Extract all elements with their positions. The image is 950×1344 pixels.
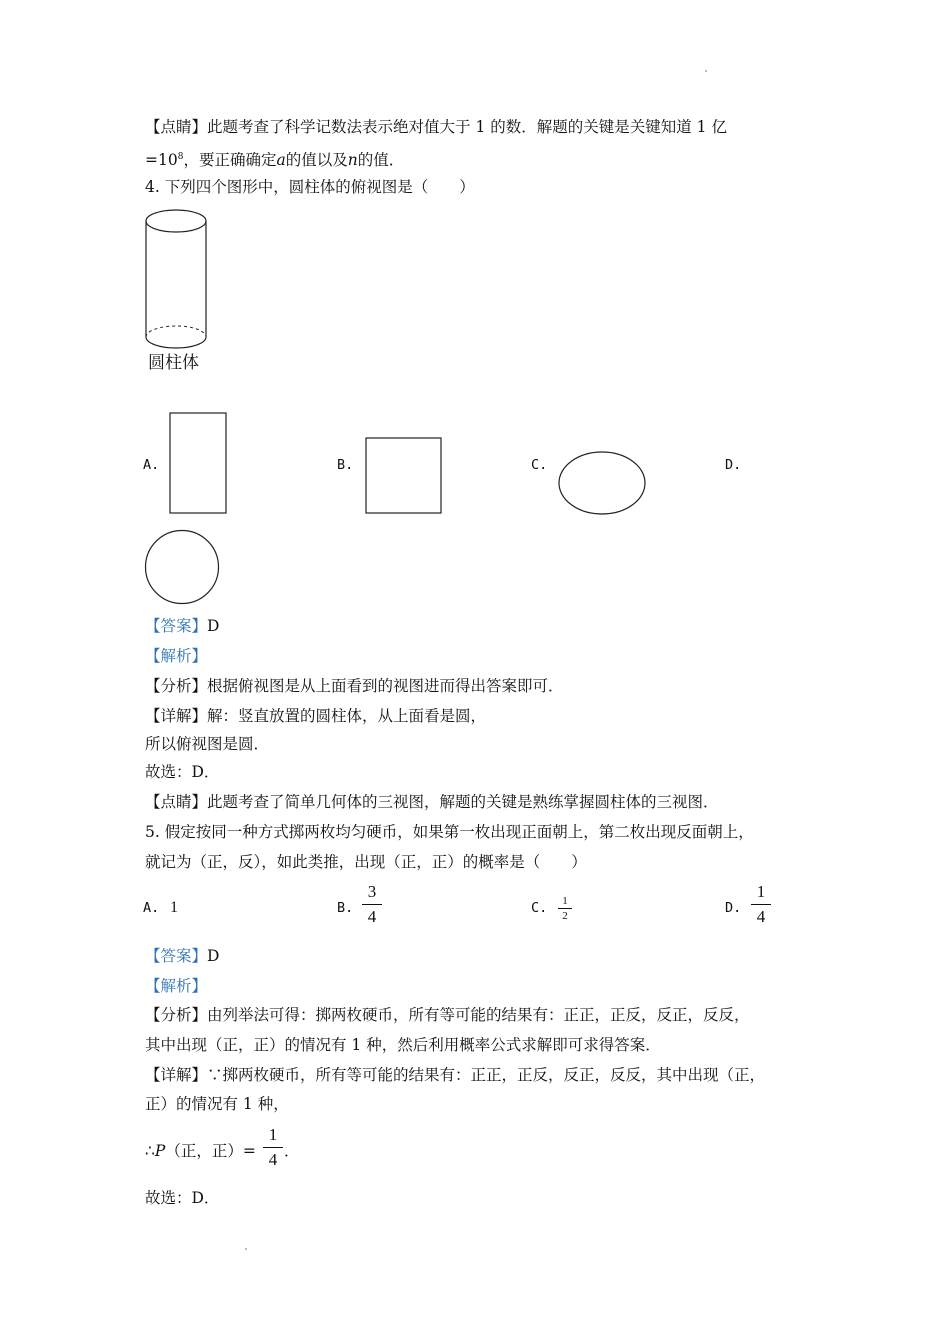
q5-p-numerator: 1 [268, 1125, 278, 1144]
q5-p-end: ． [284, 1142, 300, 1160]
q3-var-a: a [276, 151, 286, 170]
q5-option-c-denominator: 2 [562, 910, 568, 922]
q5-stem-line2: 就记为（正，反），如此类推，出现（正，正）的概率是（ ） [145, 853, 587, 871]
q5-option-b-denominator: 4 [367, 907, 377, 926]
q3-dianjing-text: 此题考查了科学记数法表示绝对值大于 1 的数．解题的关键是关键知道 1 亿 [207, 118, 727, 136]
cylinder-caption: 圆柱体 [148, 353, 199, 373]
q4-answer [145, 616, 219, 636]
q4-fenxi [145, 676, 564, 696]
q5-p-args: （正，正）= [165, 1142, 256, 1160]
q4-line2: 所以俯视图是圆． [145, 735, 270, 753]
q4-xiangjie [145, 706, 486, 726]
q5-xiangjie-line1 [145, 1065, 765, 1085]
q5-analysis-tag: 【解析】 [145, 977, 208, 995]
therefore-symbol: ∴ [145, 1142, 155, 1160]
q5-answer-value: D [207, 947, 220, 965]
q5-fenxi-tag: 【分析】 [145, 1006, 208, 1024]
q5-probability-line [145, 1141, 256, 1161]
q4-option-a-label: A. [143, 457, 160, 473]
q4-answer-tag: 【答案】 [145, 617, 208, 635]
q4-fenxi-tag: 【分析】 [145, 677, 208, 695]
q5-fenxi-text1: 由列举法可得：掷两枚硬币，所有等可能的结果有：正正，正反，反正，反反， [207, 1006, 750, 1024]
q4-option-b-square [364, 436, 444, 516]
q5-option-d-fraction [751, 882, 771, 927]
speck-top [705, 70, 707, 72]
q3-var-n: n [347, 151, 358, 170]
q5-p-denominator: 4 [268, 1150, 278, 1169]
q5-option-a-label: A. [143, 900, 160, 916]
q5-choose: 故选：D． [145, 1189, 220, 1207]
q3-dianjing-tag: 【点睛】 [145, 118, 208, 136]
q4-xiangjie-tag: 【详解】 [145, 707, 208, 725]
q4-choose: 故选：D． [145, 763, 220, 781]
q4-stem: 4. 下列四个图形中，圆柱体的俯视图是（ ） [145, 178, 475, 196]
q5-fenxi-line2: 其中出现（正，正）的情况有 1 种，然后利用概率公式求解即可求得答案． [145, 1036, 661, 1054]
q3-text-c: 的值． [357, 151, 405, 170]
q3-text-a: ，要正确确定 [183, 151, 277, 170]
q5-answer-tag: 【答案】 [145, 947, 208, 965]
q5-fenxi-line1 [145, 1005, 750, 1025]
q4-option-d-label: D. [725, 457, 742, 473]
speck-bottom [245, 1248, 247, 1250]
q4-option-d-circle [142, 527, 222, 607]
q3-dianjing-line2 [145, 147, 404, 170]
q5-answer [145, 946, 219, 966]
q4-answer-value: D [207, 617, 220, 635]
q4-option-a-rectangle [168, 411, 228, 515]
q4-fenxi-text: 根据俯视图是从上面看到的视图进而得出答案即可． [207, 677, 564, 695]
fraction-bar [751, 904, 771, 905]
q5-xiangjie-line2: 正）的情况有 1 种， [145, 1095, 289, 1113]
q5-xiangjie-text1: ∵掷两枚硬币，所有等可能的结果有：正正，正反，反正，反反，其中出现（正， [207, 1066, 766, 1084]
q5-option-b-label: B. [337, 900, 354, 916]
fraction-bar [362, 904, 382, 905]
fraction-bar [558, 908, 572, 909]
cylinder-figure [140, 205, 220, 355]
q5-option-d-denominator: 4 [756, 907, 766, 926]
q4-option-c-label: C. [531, 457, 548, 473]
q5-option-c-numerator: 1 [562, 895, 568, 907]
q4-xiangjie-text: 解：竖直放置的圆柱体，从上面看是圆， [207, 707, 487, 725]
q4-dianjing-text: 此题考查了简单几何体的三视图，解题的关键是熟练掌握圆柱体的三视图． [207, 793, 719, 811]
q5-stem-line1: 5. 假定按同一种方式掷两枚均匀硬币，如果第一枚出现正面朝上，第二枚出现反面朝上， [145, 823, 754, 841]
q4-dianjing-tag: 【点睛】 [145, 793, 208, 811]
q5-option-b-numerator: 3 [367, 882, 377, 901]
q3-exponent: 8 [177, 152, 184, 162]
q5-xiangjie-tag: 【详解】 [145, 1066, 208, 1084]
q5-option-d-numerator: 1 [756, 882, 766, 901]
q3-dianjing-line1 [145, 117, 727, 137]
q5-probability-fraction [263, 1125, 283, 1170]
q5-p-var: P [154, 1142, 166, 1160]
q5-option-c-fraction [558, 895, 572, 922]
q5-option-c-label: C. [531, 900, 548, 916]
q3-text-b: 的值以及 [285, 151, 348, 170]
q3-eq-prefix: =10 [145, 151, 178, 170]
q4-option-c-ellipse [556, 450, 648, 518]
fraction-bar [263, 1147, 283, 1148]
q4-analysis-tag: 【解析】 [145, 647, 208, 665]
q5-option-a-value: 1 [170, 899, 178, 916]
q4-dianjing [145, 792, 719, 812]
q5-option-d-label: D. [725, 900, 742, 916]
q4-option-b-label: B. [337, 457, 354, 473]
q5-option-b-fraction [362, 882, 382, 927]
